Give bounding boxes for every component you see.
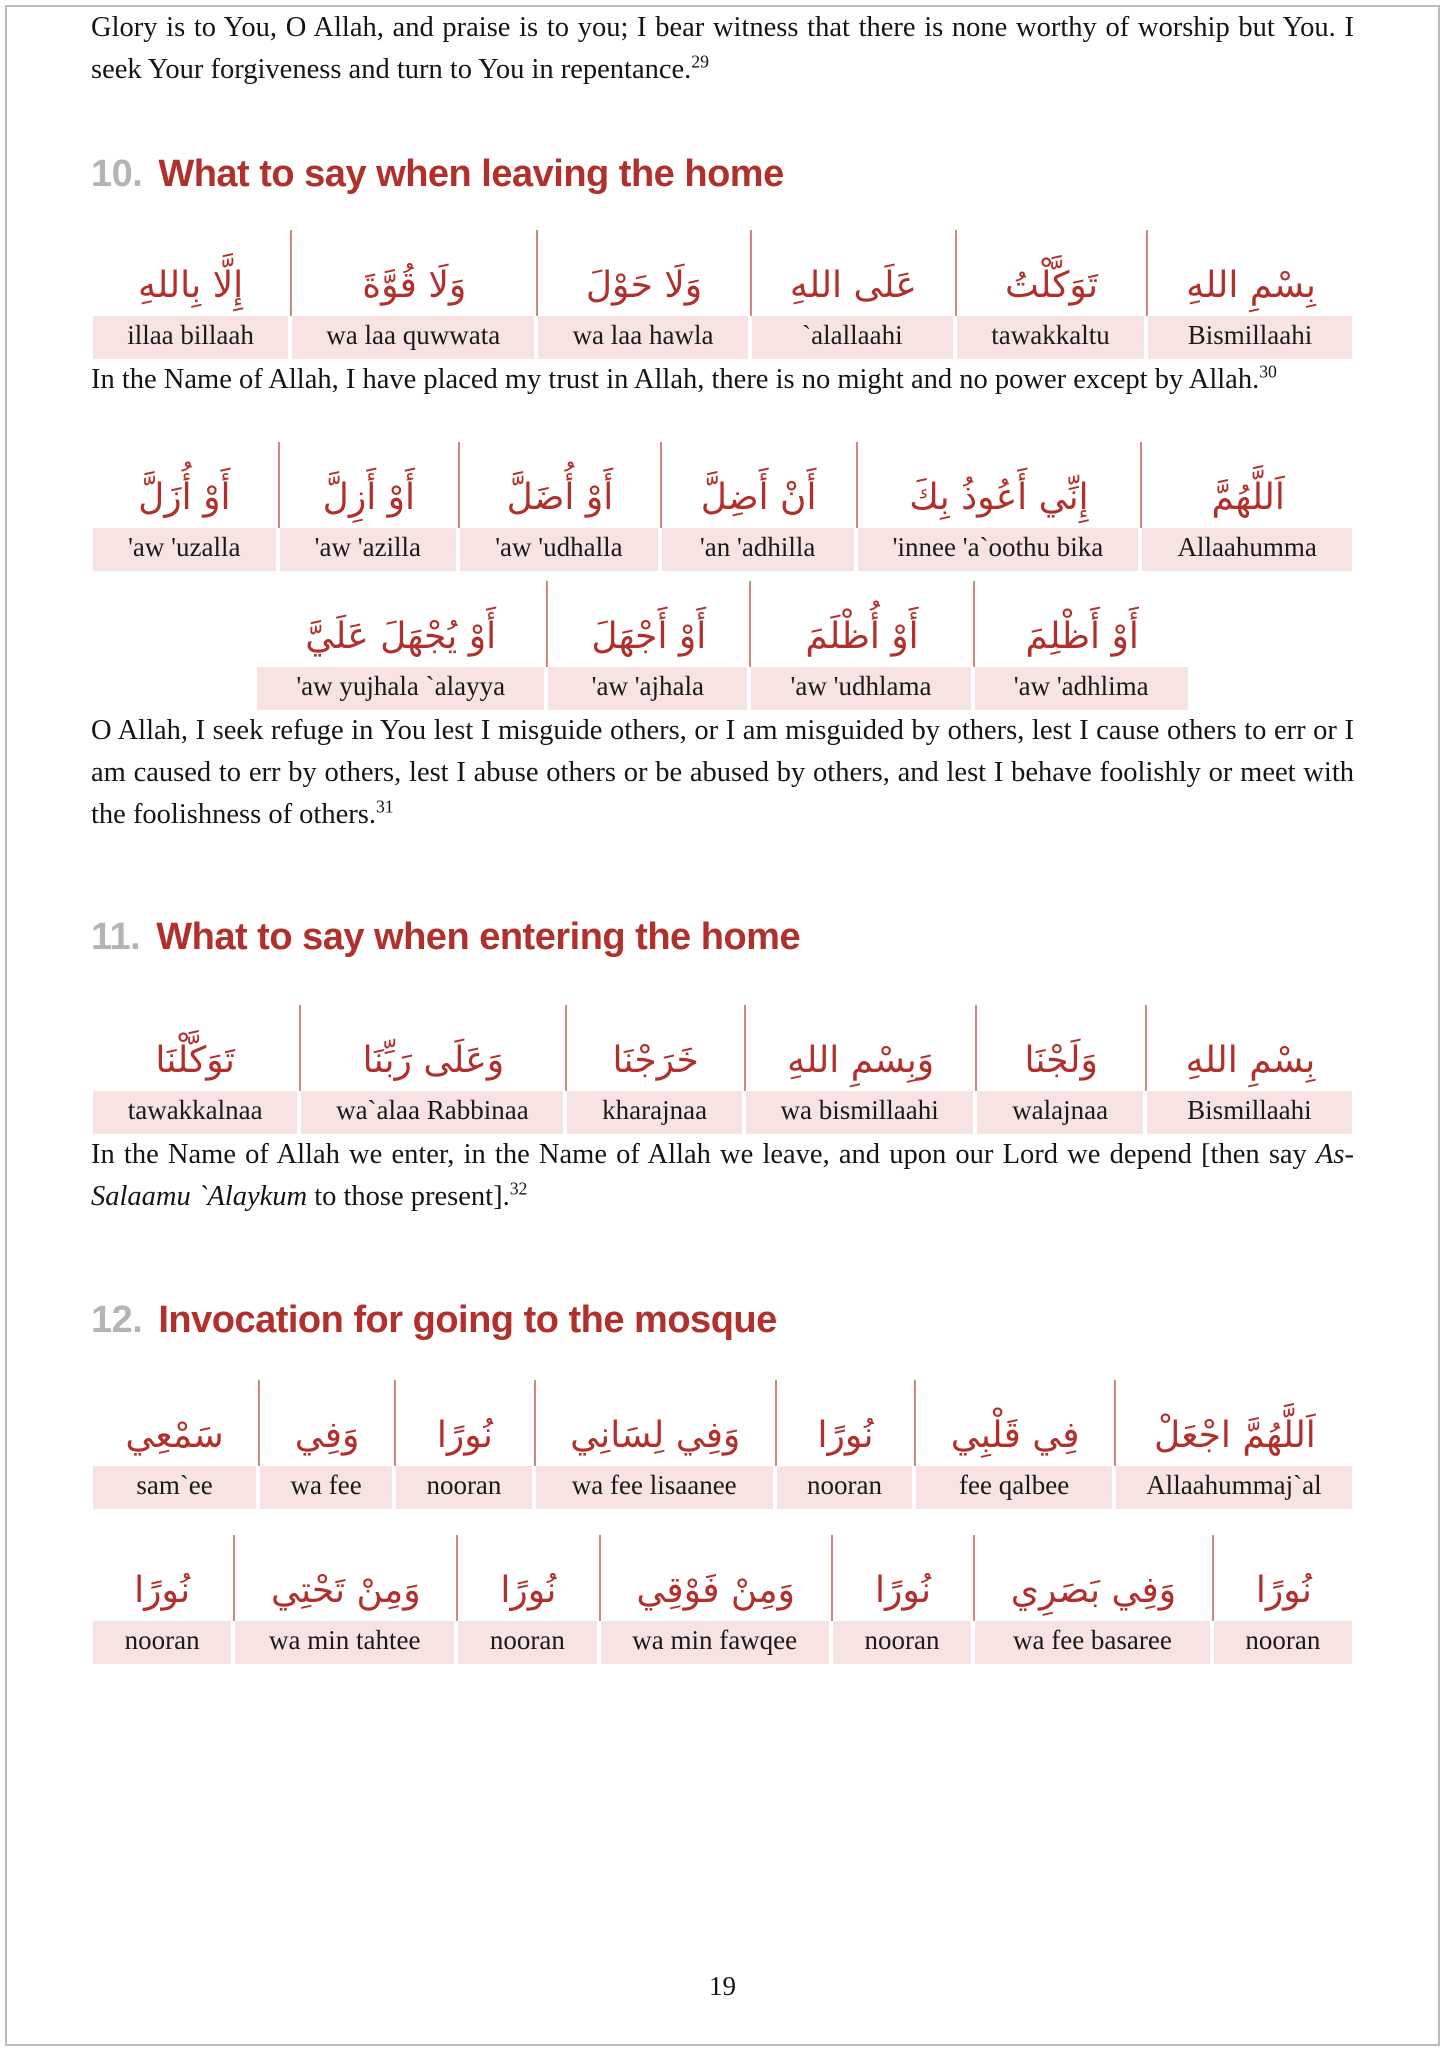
arabic-word: وَمِنْ فَوْقِي — [599, 1535, 831, 1621]
arabic-word: نُورًا — [394, 1380, 534, 1466]
dua-word-cell — [1146, 230, 1354, 359]
transliteration: wa min fawqee — [601, 1621, 829, 1664]
dua-word-cell — [278, 442, 459, 571]
arabic-word: أَوْ أَظْلِمَ — [973, 581, 1190, 667]
footnote-ref-32: 32 — [509, 1178, 528, 1199]
dua-word-cell — [456, 1535, 598, 1664]
arabic-word: نُورًا — [134, 1569, 191, 1611]
arabic-word: أَوْ أَزِلَّ — [278, 442, 459, 528]
translation-text: In the Name of Allah, I have placed my trust in Allah, there is no might and no power except by Allah. — [91, 364, 1260, 396]
transliteration: wa fee — [260, 1466, 392, 1509]
arabic-word: نُورًا — [831, 1535, 973, 1621]
transliteration: Bismillaahi — [1147, 1091, 1352, 1134]
translation-pre: In the Name of Allah we enter, in the Name of Allah we leave, and upon our Lord we depend [then say — [91, 1139, 1316, 1171]
section-12-heading — [91, 1299, 1354, 1342]
dua-word-cell — [1140, 442, 1354, 571]
dua-row-refuge-2 — [255, 581, 1190, 710]
arabic-word: إِلَّا بِاللهِ — [137, 265, 244, 307]
dua-word-cell — [91, 1005, 299, 1134]
dua-word-cell — [856, 442, 1141, 571]
arabic-word: أَنْ أَضِلَّ — [660, 442, 856, 528]
transliteration: 'aw 'adhlima — [975, 667, 1188, 710]
dua-word-cell — [914, 1380, 1113, 1509]
translation-post: to those present]. — [307, 1181, 510, 1213]
footnote-ref-29: 29 — [691, 51, 709, 72]
arabic-word: وَلَا حَوْلَ — [536, 230, 749, 316]
arabic-word: اَللَّهُمَّ — [1140, 442, 1354, 528]
arabic-word: وَبِسْمِ اللهِ — [744, 1005, 976, 1091]
dua-word-cell — [1212, 1535, 1354, 1664]
translation-paragraph — [91, 359, 1354, 401]
section-12-title: Invocation for going to the mosque — [158, 1298, 777, 1341]
transliteration: Bismillaahi — [1148, 316, 1352, 359]
arabic-word: سَمْعِي — [125, 1414, 224, 1456]
dua-word-cell — [394, 1380, 534, 1509]
transliteration: 'aw 'ajhala — [548, 667, 747, 710]
transliteration: nooran — [833, 1621, 971, 1664]
dua-word-cell — [91, 442, 278, 571]
arabic-word: تَوَكَّلْتُ — [955, 230, 1146, 316]
transliteration: 'aw yujhala `alayya — [257, 667, 544, 710]
section-11-number: 11. — [91, 916, 141, 959]
transliteration: wa laa hawla — [538, 316, 747, 359]
transliteration: nooran — [396, 1466, 532, 1509]
arabic-word: نُورًا — [775, 1380, 915, 1466]
dua-word-cell — [91, 1535, 233, 1664]
intro-text: Glory is to You, O Allah, and praise is to you; I bear witness that there is none worthy of worship but You. I seek Your forgiveness and turn to You in repentance. — [91, 12, 1354, 86]
dua-word-cell — [233, 1535, 456, 1664]
dua-word-cell — [299, 1005, 565, 1134]
transliteration: `alallaahi — [752, 316, 953, 359]
transliteration: 'an 'adhilla — [662, 528, 854, 571]
dua-word-cell — [955, 230, 1146, 359]
arabic-word: أَوْ أُظْلَمَ — [749, 581, 972, 667]
transliteration: 'aw 'udhalla — [460, 528, 658, 571]
transliteration: nooran — [777, 1466, 913, 1509]
dua-word-cell — [91, 230, 290, 359]
transliteration: walajnaa — [977, 1091, 1142, 1134]
dua-word-cell — [536, 230, 749, 359]
arabic-word: عَلَى اللهِ — [750, 230, 955, 316]
arabic-word: أَوْ أُزَلَّ — [138, 476, 231, 518]
dua-row-mosque-1 — [91, 1380, 1354, 1509]
intro-paragraph — [91, 7, 1354, 91]
dua-word-cell — [546, 581, 749, 710]
dua-word-cell — [258, 1380, 394, 1509]
arabic-word: أَوْ أُضَلَّ — [458, 442, 660, 528]
dua-row-refuge-1 — [91, 442, 1354, 571]
page-frame — [5, 5, 1440, 2046]
dua-word-cell — [744, 1005, 976, 1134]
arabic-word: تَوَكَّلْنَا — [155, 1040, 235, 1082]
footnote-ref-31: 31 — [375, 796, 394, 817]
arabic-word: أَوْ يُجْهَلَ عَلَيَّ — [305, 615, 497, 657]
arabic-word: فِي قَلْبِي — [914, 1380, 1113, 1466]
dua-word-cell — [973, 581, 1190, 710]
transliteration: Allaahummaj`al — [1116, 1466, 1352, 1509]
dua-word-cell — [975, 1005, 1144, 1134]
section-11-title: What to say when entering the home — [156, 916, 801, 959]
dua-word-cell — [749, 581, 972, 710]
arabic-word: إِنِّي أَعُوذُ بِكَ — [856, 442, 1141, 528]
section-10-heading — [91, 153, 1354, 196]
arabic-word: نُورًا — [1212, 1535, 1354, 1621]
transliteration: 'aw 'udhlama — [751, 667, 970, 710]
arabic-word: وَلَجْنَا — [975, 1005, 1144, 1091]
translation-italic: As-Salaamu `Alaykum — [91, 1139, 1354, 1213]
transliteration: 'innee 'a`oothu bika — [858, 528, 1139, 571]
dua-word-cell — [1145, 1005, 1354, 1134]
transliteration: illaa billaah — [93, 316, 288, 359]
dua-word-cell — [775, 1380, 915, 1509]
dua-word-cell — [973, 1535, 1212, 1664]
transliteration: wa`alaa Rabbinaa — [301, 1091, 563, 1134]
transliteration: wa min tahtee — [235, 1621, 454, 1664]
transliteration: kharajnaa — [567, 1091, 741, 1134]
arabic-word: وَفِي — [258, 1380, 394, 1466]
transliteration: wa fee basaree — [975, 1621, 1210, 1664]
transliteration: sam`ee — [93, 1466, 256, 1509]
dua-row-leaving-home — [91, 230, 1354, 359]
dua-word-cell — [255, 581, 546, 710]
footnote-ref-30: 30 — [1259, 361, 1277, 382]
section-10-title: What to say when leaving the home — [158, 153, 784, 196]
dua-row-mosque-2 — [91, 1535, 1354, 1664]
arabic-word: نُورًا — [456, 1535, 598, 1621]
arabic-word: بِسْمِ اللهِ — [1145, 1005, 1354, 1091]
transliteration: nooran — [1214, 1621, 1352, 1664]
dua-row-entering-home — [91, 1005, 1354, 1134]
dua-word-cell — [1114, 1380, 1354, 1509]
dua-word-cell — [750, 230, 955, 359]
transliteration: nooran — [458, 1621, 596, 1664]
dua-word-cell — [534, 1380, 775, 1509]
section-12-number: 12. — [91, 1298, 143, 1341]
arabic-word: وَعَلَى رَبِّنَا — [299, 1005, 565, 1091]
translation-paragraph — [91, 1134, 1354, 1218]
arabic-word: وَمِنْ تَحْتِي — [233, 1535, 456, 1621]
transliteration: tawakkalnaa — [93, 1091, 297, 1134]
transliteration: fee qalbee — [916, 1466, 1111, 1509]
arabic-word: وَفِي لِسَانِي — [534, 1380, 775, 1466]
transliteration: wa bismillaahi — [746, 1091, 974, 1134]
dua-word-cell — [660, 442, 856, 571]
transliteration: wa laa quwwata — [292, 316, 534, 359]
arabic-word: وَفِي بَصَرِي — [973, 1535, 1212, 1621]
section-11-heading — [91, 916, 1354, 959]
arabic-word: أَوْ أَجْهَلَ — [546, 581, 749, 667]
dua-word-cell — [91, 1380, 258, 1509]
arabic-word: خَرَجْنَا — [565, 1005, 743, 1091]
transliteration: wa fee lisaanee — [536, 1466, 773, 1509]
dua-word-cell — [599, 1535, 831, 1664]
dua-word-cell — [290, 230, 536, 359]
arabic-word: بِسْمِ اللهِ — [1146, 230, 1354, 316]
section-10-number: 10. — [91, 153, 143, 196]
transliteration: Allaahumma — [1142, 528, 1352, 571]
page-content — [7, 7, 1438, 1664]
arabic-word: اَللَّهُمَّ اجْعَلْ — [1114, 1380, 1354, 1466]
dua-word-cell — [565, 1005, 743, 1134]
transliteration: 'aw 'uzalla — [93, 528, 276, 571]
translation-text: O Allah, I seek refuge in You lest I misguide others, or I am misguided by others, lest I cause others to err or I am caused to err by others, lest I abuse others or be abused by others, and lest I behave foolishly or meet with the foolishness of others. — [91, 714, 1354, 830]
translation-paragraph — [91, 710, 1354, 837]
dua-word-cell — [831, 1535, 973, 1664]
page-number: 19 — [709, 1971, 736, 2001]
transliteration: tawakkaltu — [957, 316, 1144, 359]
dua-word-cell — [458, 442, 660, 571]
arabic-word: وَلَا قُوَّةَ — [290, 230, 536, 316]
transliteration: nooran — [93, 1621, 231, 1664]
transliteration: 'aw 'azilla — [280, 528, 457, 571]
